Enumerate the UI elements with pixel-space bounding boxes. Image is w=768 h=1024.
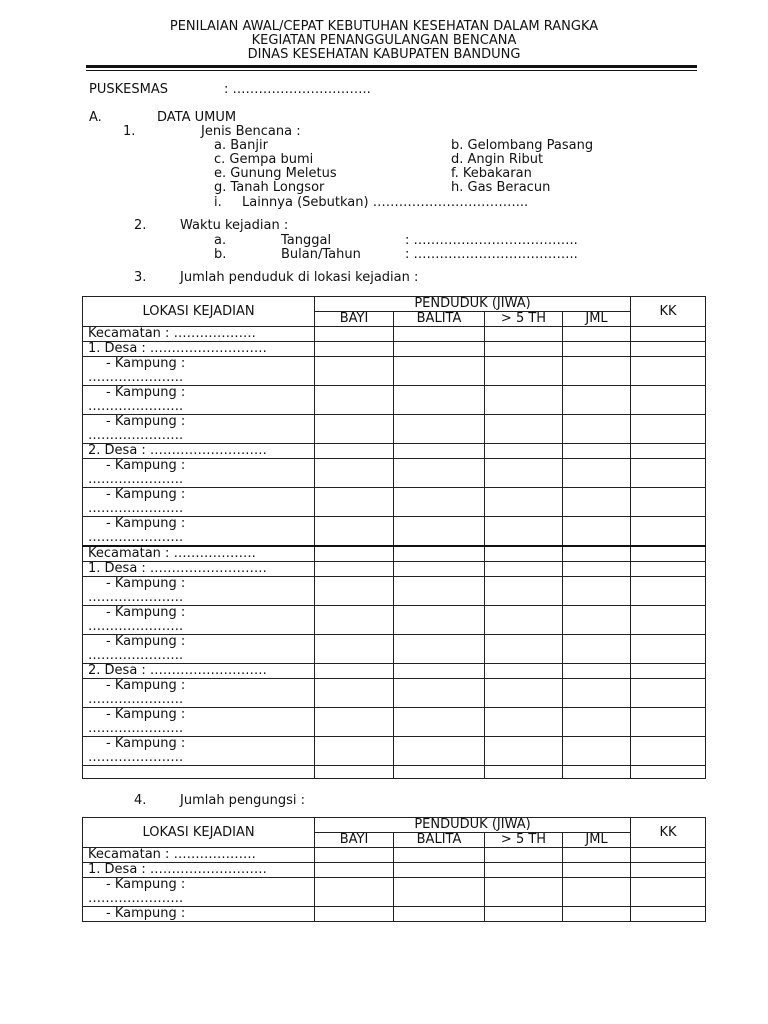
doc-title-line-1: PENILAIAN AWAL/CEPAT KEBUTUHAN KESEHATAN DALAM RANGKA: [169, 19, 599, 34]
kampung-dots: ………………….: [88, 750, 184, 765]
table-row: [83, 386, 706, 415]
option-h: h. Gas Beracun: [451, 180, 551, 195]
section-a-title: DATA UMUM: [157, 110, 237, 125]
q2-row-b-field: : ………………………………..: [405, 247, 578, 262]
option-d: d. Angin Ribut: [451, 152, 544, 167]
kampung-dots: ………………….: [88, 472, 184, 487]
table-row: [83, 577, 706, 606]
kampung-label: - Kampung :: [106, 634, 186, 649]
section-a-letter: A.: [89, 110, 102, 125]
desa-cell: 1. Desa : ………………………: [83, 863, 315, 878]
table-row: [83, 664, 706, 679]
kampung-label: - Kampung :: [106, 576, 186, 591]
desa-cell: 2. Desa : ………………………: [83, 664, 315, 679]
puskesmas-label: PUSKESMAS: [89, 82, 168, 97]
kampung-dots: ………………….: [88, 530, 184, 545]
kampung-dots: ………………….: [88, 891, 184, 906]
option-b: b. Gelombang Pasang: [451, 138, 594, 153]
table-row: [83, 907, 706, 922]
header-balita: BALITA: [394, 833, 485, 848]
table-row: [83, 863, 706, 878]
q1-number: 1.: [123, 124, 136, 139]
option-a: a. Banjir: [214, 138, 268, 153]
header-jml: JML: [563, 833, 631, 848]
table-row: [83, 459, 706, 488]
kampung-label: - Kampung :: [106, 414, 186, 429]
kampung-label: - Kampung :: [106, 356, 186, 371]
doc-title-line-3: DINAS KESEHATAN KABUPATEN BANDUNG: [247, 47, 521, 62]
header-rule-thin: [86, 70, 697, 71]
desa-cell: 2. Desa : ………………………: [83, 444, 315, 459]
kampung-dots: ………………….: [88, 428, 184, 443]
table-row: [83, 635, 706, 664]
kampung-label: - Kampung :: [106, 458, 186, 473]
option-g: g. Tanah Longsor: [214, 180, 325, 195]
kampung-label: - Kampung :: [106, 605, 186, 620]
option-i-other: Lainnya (Sebutkan) ……………………………...: [242, 195, 529, 210]
kampung-label: - Kampung :: [106, 678, 186, 693]
kampung-label: - Kampung :: [106, 877, 186, 892]
table-row: [83, 708, 706, 737]
option-c: c. Gempa bumi: [214, 152, 314, 167]
table-row: [83, 848, 706, 863]
puskesmas-field: : …………………………..: [224, 82, 371, 97]
desa-cell: 1. Desa : ………………………: [83, 342, 315, 357]
kampung-dots: ………………….: [88, 692, 184, 707]
table-row: [83, 517, 706, 547]
kampung-label: - Kampung :: [106, 487, 186, 502]
table-row: [83, 878, 706, 907]
kampung-dots: ………………….: [88, 590, 184, 605]
q4-label: Jumlah pengungsi :: [180, 793, 306, 808]
q2-label: Waktu kejadian :: [180, 218, 289, 233]
kampung-dots: ………………….: [88, 619, 184, 634]
table-row: [83, 606, 706, 635]
kampung-dots: ………………….: [88, 370, 184, 385]
kampung-dots: ………………….: [88, 648, 184, 663]
kecamatan-cell: Kecamatan : ……………….: [83, 327, 315, 342]
table-row: [83, 444, 706, 459]
header-kk: KK: [631, 818, 706, 848]
q2-row-b-letter: b.: [214, 247, 227, 262]
header-5th: > 5 TH: [485, 833, 563, 848]
kampung-dots: ………………….: [88, 501, 184, 516]
header-penduduk: PENDUDUK (JIWA): [315, 297, 631, 312]
table-row: [83, 357, 706, 386]
kampung-label: - Kampung :: [106, 906, 186, 921]
q3-number: 3.: [134, 270, 147, 285]
table-row: [83, 415, 706, 444]
header-penduduk: PENDUDUK (JIWA): [315, 818, 631, 833]
q4-number: 4.: [134, 793, 147, 808]
q2-row-a-field: : ………………………………..: [405, 233, 578, 248]
q2-row-a-label: Tanggal: [281, 233, 332, 248]
table-row: [83, 327, 706, 342]
q2-number: 2.: [134, 218, 147, 233]
header-lokasi: LOKASI KEJADIAN: [83, 297, 315, 327]
kecamatan-cell: Kecamatan : ……………….: [83, 546, 315, 562]
kampung-label: - Kampung :: [106, 736, 186, 751]
header-kk: KK: [631, 297, 706, 327]
kampung-dots: ………………….: [88, 721, 184, 736]
table-row: [83, 342, 706, 357]
kampung-label: - Kampung :: [106, 516, 186, 531]
option-i-letter: i.: [214, 195, 222, 210]
kecamatan-cell: Kecamatan : ……………….: [83, 848, 315, 863]
option-f: f. Kebakaran: [451, 166, 532, 181]
header-lokasi: LOKASI KEJADIAN: [83, 818, 315, 848]
header-jml: JML: [563, 312, 631, 327]
option-e: e. Gunung Meletus: [214, 166, 337, 181]
desa-cell: 1. Desa : ………………………: [83, 562, 315, 577]
population-table: [82, 296, 706, 779]
table-row: [83, 679, 706, 708]
doc-title-line-2: KEGIATAN PENANGGULANGAN BENCANA: [251, 33, 517, 48]
kampung-label: - Kampung :: [106, 385, 186, 400]
header-bayi: BAYI: [315, 312, 394, 327]
kampung-dots: ………………….: [88, 399, 184, 414]
header-rule-thick: [86, 65, 697, 68]
q2-row-b-label: Bulan/Tahun: [281, 247, 361, 262]
header-bayi: BAYI: [315, 833, 394, 848]
q3-label: Jumlah penduduk di lokasi kejadian :: [180, 270, 419, 285]
q2-row-a-letter: a.: [214, 233, 227, 248]
refugee-table: [82, 817, 706, 922]
q1-label: Jenis Bencana :: [201, 124, 301, 139]
table-row: [83, 488, 706, 517]
table-row: [83, 737, 706, 766]
table-row: [83, 562, 706, 577]
kampung-label: - Kampung :: [106, 707, 186, 722]
header-5th: > 5 TH: [485, 312, 563, 327]
header-balita: BALITA: [394, 312, 485, 327]
table-row-empty: [83, 766, 706, 779]
table-row: [83, 546, 706, 562]
